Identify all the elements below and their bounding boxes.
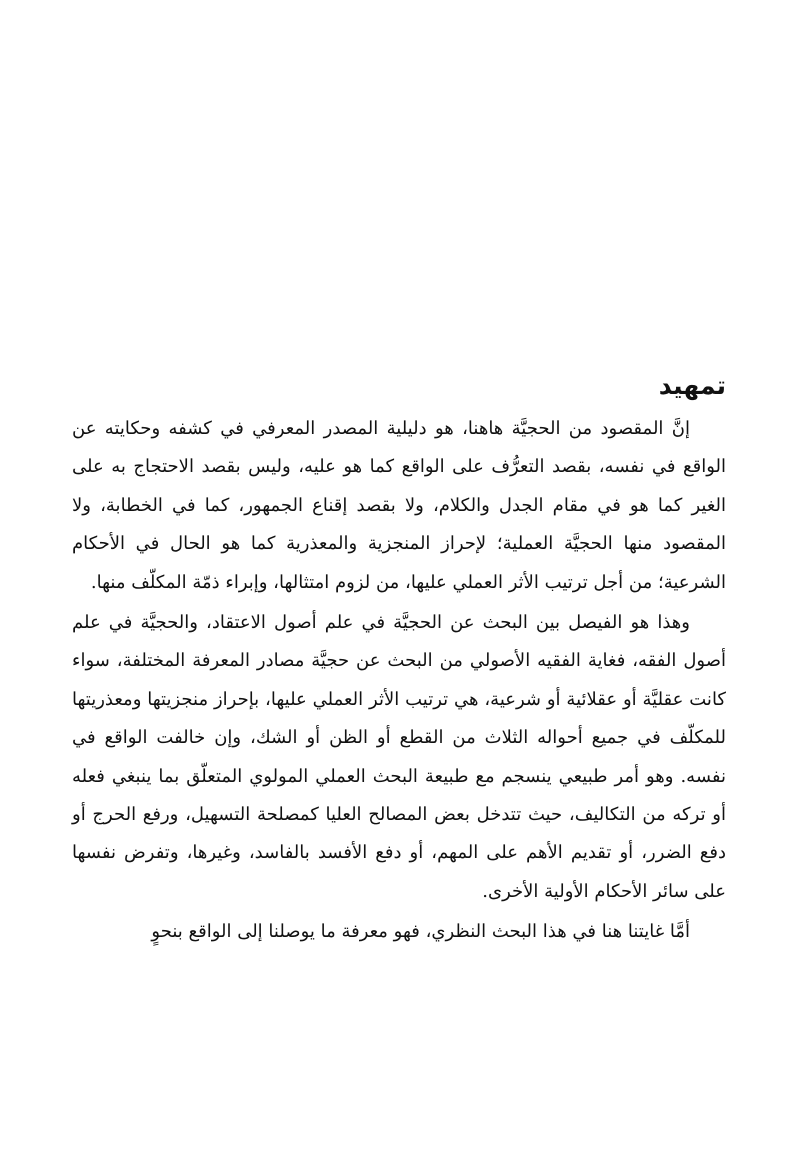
section-heading: تمهيد — [658, 371, 726, 400]
paragraph-2: وهذا هو الفيصل بين البحث عن الحجيَّة في علم أصول الاعتقاد، والحجيَّة في علم أصول الفقه، فغاية الفقيه الأصولي من البحث عن حجيَّة مصادر المعرفة المختلفة، سواء كانت عقليَّة أو عقلائية أو شرعية، هي ترتيب الأثر العملي عليها، بإحراز منجزيتها ومعذريتها للمكلّف في جميع أحواله الثلاث من القطع أو الظن أو الشك، وإن خالفت الواقع في نفسه. وهو أمر طبيعي ينسجم مع طبيعة البحث العملي المولوي المتعلّق بما ينبغي فعله أو تركه من التكاليف، حيث تتدخل بعض المصالح العليا كمصلحة التسهيل، ورفع الحرج أو دفع الضرر، أو تقديم الأهم على المهم، أو دفع الأفسد بالفاسد، وغيرها، وتفرض نفسها على سائر الأحكام الأولية الأخرى. — [72, 612, 726, 902]
paragraph-3: أمَّا غايتنا هنا في هذا البحث النظري، فهو معرفة ما يوصلنا إلى الواقع بنحوٍ — [151, 921, 690, 943]
paragraph-1: إنَّ المقصود من الحجيَّة هاهنا، هو دليلية المصدر المعرفي في كشفه وحكايته عن الواقع في نفسه، بقصد التعرُّف على الواقع كما هو عليه، وليس بقصد الاحتجاج به على الغير كما هو في مقام الجدل والكلام، ولا بقصد إقناع الجمهور، كما في الخطابة، ولا المقصود منها الحجيَّة العملية؛ لإحراز المنجزية والمعذرية كما هو الحال في الأحكام الشرعية؛ من أجل ترتيب الأثر العملي عليها، من لزوم امتثالها، وإبراء ذمّة المكلّف منها. — [72, 418, 726, 593]
text-body — [72, 366, 726, 952]
